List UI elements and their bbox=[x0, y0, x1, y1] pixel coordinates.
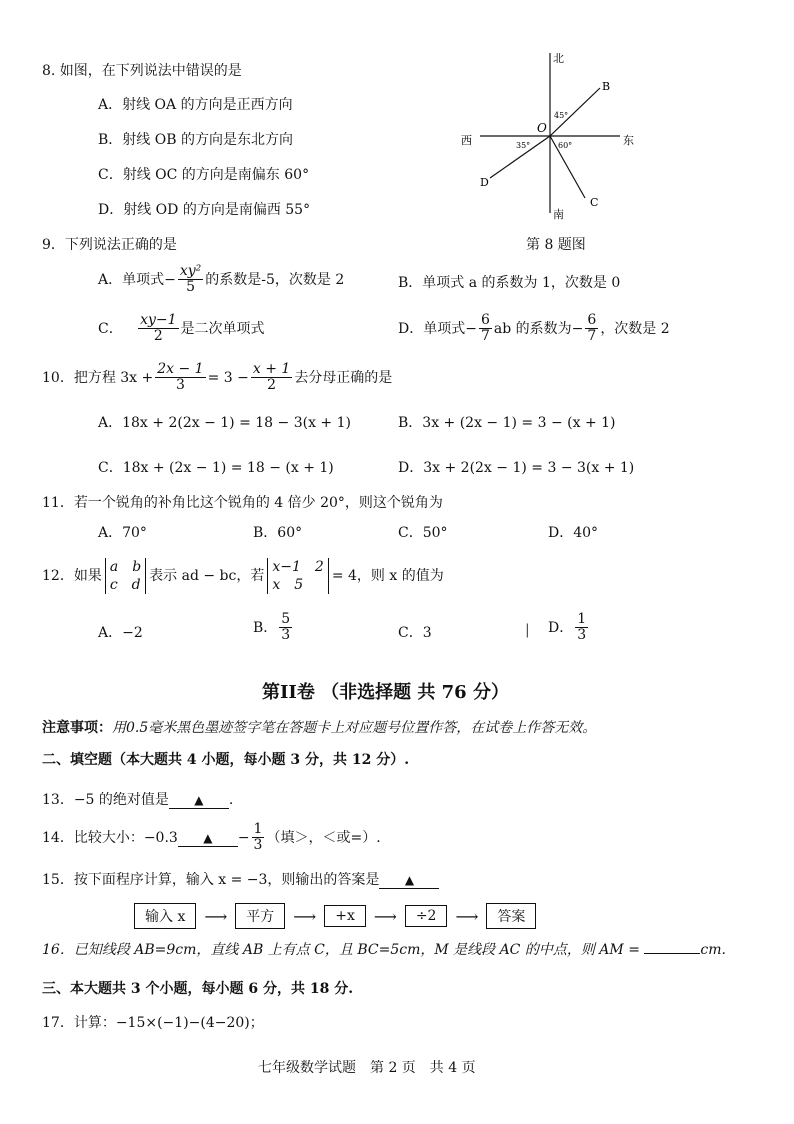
west-label: 西 bbox=[461, 134, 472, 147]
answer-mark-icon: ▲ bbox=[194, 793, 204, 807]
q8-stem: 8. 如图，在下列说法中错误的是 bbox=[42, 63, 242, 79]
angle-35-label: 35° bbox=[516, 141, 531, 150]
fill-section-header: 二、填空题（本大题共 4 小题，每小题 3 分，共 12 分）. bbox=[42, 752, 410, 768]
determinant-abcd: a b c d bbox=[105, 558, 146, 594]
angle-60-label: 60° bbox=[558, 141, 573, 150]
point-d-label: D bbox=[480, 176, 489, 189]
q12-stem: 12．如果 a b c d 表示 ad − bc，若 x−1 2 x 5 = 4，则 x 的值为 bbox=[42, 559, 444, 594]
q11-option-b: B．60° bbox=[253, 525, 303, 541]
part2-title: 第II卷 （非选择题 共 76 分） bbox=[262, 682, 509, 703]
north-label: 北 bbox=[553, 52, 564, 65]
q14: 14．比较大小：−0.3 ▲ − $\frac{1}{3}$ （填＞，＜或=）. bbox=[42, 821, 381, 854]
q10-option-c: C．18x + (2x − 1) = 18 − (x + 1) bbox=[98, 460, 334, 476]
q11-option-a: A．70° bbox=[98, 525, 147, 541]
flow-input-box: 输入 x bbox=[134, 903, 196, 929]
angle-45-label: 45° bbox=[554, 111, 569, 120]
flow-add-box: +x bbox=[324, 905, 366, 927]
q10-option-d: D．3x + 2(2x − 1) = 3 − 3(x + 1) bbox=[398, 460, 635, 476]
q8-figure bbox=[455, 48, 645, 223]
q8-option-c: C．射线 OC 的方向是南偏东 60° bbox=[98, 167, 310, 183]
answer-mark-icon: ▲ bbox=[404, 873, 415, 887]
q16: 16．已知线段 AB=9cm，直线 AB 上有点 C，且 BC=5cm，M 是线段 AC 的中点，则 AM = cm. bbox=[42, 942, 726, 958]
q15: 15．按下面程序计算，输入 x = −3，则输出的答案是 ▲ bbox=[42, 869, 439, 889]
flow-divide-box: ÷2 bbox=[405, 905, 448, 927]
flow-answer-box: 答案 bbox=[486, 903, 536, 929]
q11-option-d: D．40° bbox=[548, 525, 599, 541]
flow-square-box: 平方 bbox=[235, 903, 285, 929]
answer-mark-icon: ▲ bbox=[203, 830, 213, 845]
q12-option-d: D． $\frac{1}{3}$ bbox=[548, 611, 587, 644]
section3-header: 三、本大题共 3 个小题，每小题 6 分，共 18 分. bbox=[42, 981, 354, 997]
determinant-x: x−1 2 x 5 bbox=[267, 558, 328, 594]
arrow-right-icon: ⟶ bbox=[373, 906, 397, 926]
notice: 注意事项：用0.5毫米黑色墨迹签字笔在答题卡上对应题号位置作答，在试卷上作答无效。 bbox=[42, 720, 597, 736]
q12-option-a: A．−2 bbox=[98, 625, 143, 641]
figure-caption: 第 8 题图 bbox=[526, 237, 586, 253]
arrow-right-icon: ⟶ bbox=[204, 906, 228, 926]
q11-option-c: C．50° bbox=[398, 525, 448, 541]
q9-option-c: C． $\frac{xy-1}{2}$ 是二次单项式 bbox=[98, 312, 265, 345]
q17: 17．计算：−15×(−1)−(4−20)； bbox=[42, 1015, 264, 1031]
q9-option-d: D．单项式− $\frac{6}{7}$ ab 的系数为− $\frac{6}{7}$ ，次数是 2 bbox=[398, 312, 670, 345]
page-footer: 七年级数学试题 第 2 页 共 4 页 bbox=[258, 1060, 476, 1076]
q12-option-b: B． $\frac{5}{3}$ bbox=[253, 611, 291, 644]
program-flowchart bbox=[134, 903, 536, 929]
point-b-label: B bbox=[602, 80, 611, 93]
point-o-label: O bbox=[537, 121, 547, 135]
q9-option-b: B．单项式 a 的系数为 1，次数是 0 bbox=[398, 275, 621, 291]
q9-stem: 9．下列说法正确的是 bbox=[42, 237, 177, 253]
arrow-right-icon: ⟶ bbox=[455, 906, 479, 926]
point-c-label: C bbox=[590, 196, 599, 209]
east-label: 东 bbox=[623, 134, 634, 147]
q11-stem: 11．若一个锐角的补角比这个锐角的 4 倍少 20°，则这个锐角为 bbox=[42, 495, 443, 511]
q8-option-a: A．射线 OA 的方向是正西方向 bbox=[98, 97, 293, 113]
q12-option-c: C．3 bbox=[398, 625, 432, 641]
q8-option-d: D．射线 OD 的方向是南偏西 55° bbox=[98, 202, 311, 218]
q9-option-a: A．单项式− $\frac{\text{xy²}}{5}$ 的系数是-5，次数是 2 bbox=[98, 263, 345, 296]
q8-option-b: B．射线 OB 的方向是东北方向 bbox=[98, 132, 293, 148]
scan-mark: | bbox=[525, 622, 530, 638]
q13: 13．−5 的绝对值是 ▲ . bbox=[42, 792, 234, 808]
q10-stem: 10．把方程 3x + $\frac{2x - 1}{3}$ = 3 − $\frac{x + 1}{2}$ 去分母正确的是 bbox=[42, 361, 393, 394]
q10-option-a: A．18x + 2(2x − 1) = 18 − 3(x + 1) bbox=[98, 415, 351, 431]
arrow-right-icon: ⟶ bbox=[293, 906, 317, 926]
q10-option-b: B．3x + (2x − 1) = 3 − (x + 1) bbox=[398, 415, 616, 431]
south-label: 南 bbox=[553, 208, 564, 221]
